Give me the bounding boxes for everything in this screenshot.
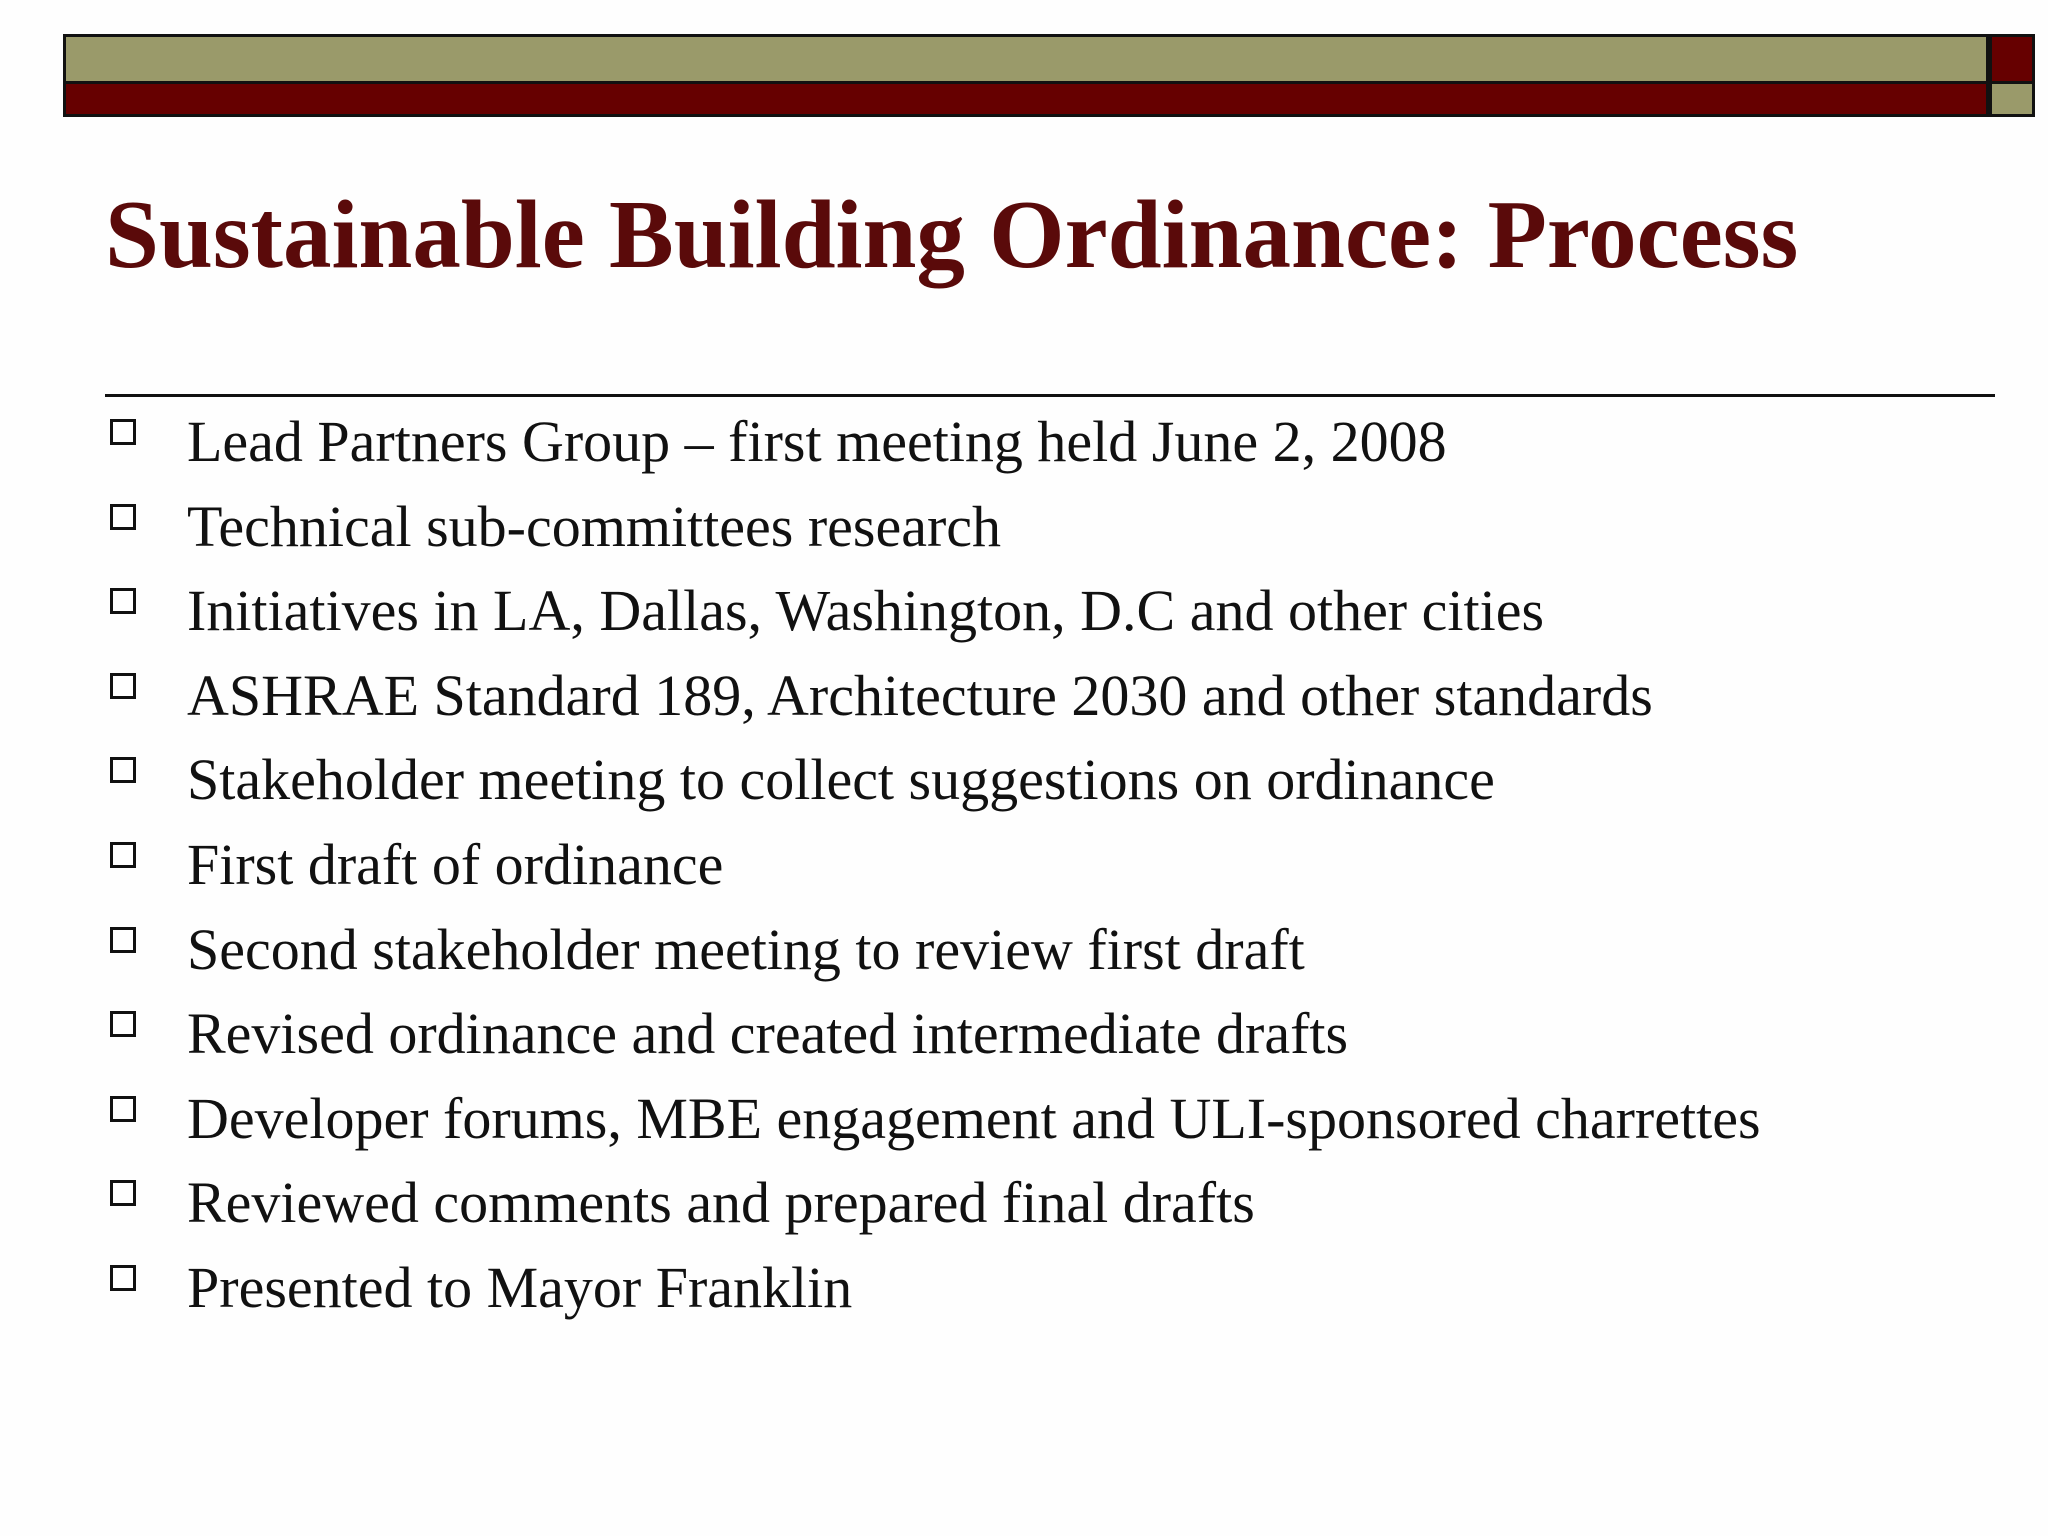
list-item (105, 1077, 1761, 1162)
bullet-text: Stakeholder meeting to collect suggestions on ordinance (187, 747, 1495, 813)
hollow-square-icon (110, 673, 136, 699)
bullet-text: Revised ordinance and created intermediate drafts (187, 1001, 1349, 1067)
header-corner-olive (1989, 84, 2035, 117)
list-item (105, 654, 1761, 739)
hollow-square-icon (110, 588, 136, 614)
bullet-text: Presented to Mayor Franklin (187, 1254, 853, 1320)
bullet-list (105, 400, 1761, 1331)
header-corner-maroon (1989, 34, 2035, 84)
list-item (105, 738, 1761, 823)
bullet-text: Developer forums, MBE engagement and ULI-sponsored charrettes (187, 1085, 1761, 1151)
list-item (105, 1246, 1761, 1331)
hollow-square-icon (110, 1180, 136, 1206)
hollow-square-icon (110, 419, 136, 445)
hollow-square-icon (110, 927, 136, 953)
list-item (105, 485, 1761, 570)
hollow-square-icon (110, 504, 136, 530)
bullet-text: Second stakeholder meeting to review first draft (187, 916, 1305, 982)
bullet-text: First draft of ordinance (187, 831, 724, 897)
header-band-olive (63, 34, 1989, 84)
slide-title: Sustainable Building Ordinance: Process (105, 181, 1799, 288)
list-item (105, 908, 1761, 993)
bullet-text: Initiatives in LA, Dallas, Washington, D.C and other cities (187, 578, 1545, 644)
hollow-square-icon (110, 1096, 136, 1122)
hollow-square-icon (110, 1265, 136, 1291)
list-item (105, 400, 1761, 485)
bullet-text: Technical sub-committees research (187, 493, 1002, 559)
list-item (105, 1161, 1761, 1246)
title-divider (105, 394, 1995, 397)
header-band-maroon (63, 84, 1989, 117)
bullet-text: Reviewed comments and prepared final drafts (187, 1170, 1255, 1236)
hollow-square-icon (110, 842, 136, 868)
bullet-text: Lead Partners Group – first meeting held June 2, 2008 (187, 409, 1447, 474)
list-item (105, 992, 1761, 1077)
list-item (105, 823, 1761, 908)
bullet-text: ASHRAE Standard 189, Architecture 2030 and other standards (187, 662, 1653, 728)
hollow-square-icon (110, 757, 136, 783)
list-item (105, 569, 1761, 654)
hollow-square-icon (110, 1011, 136, 1037)
